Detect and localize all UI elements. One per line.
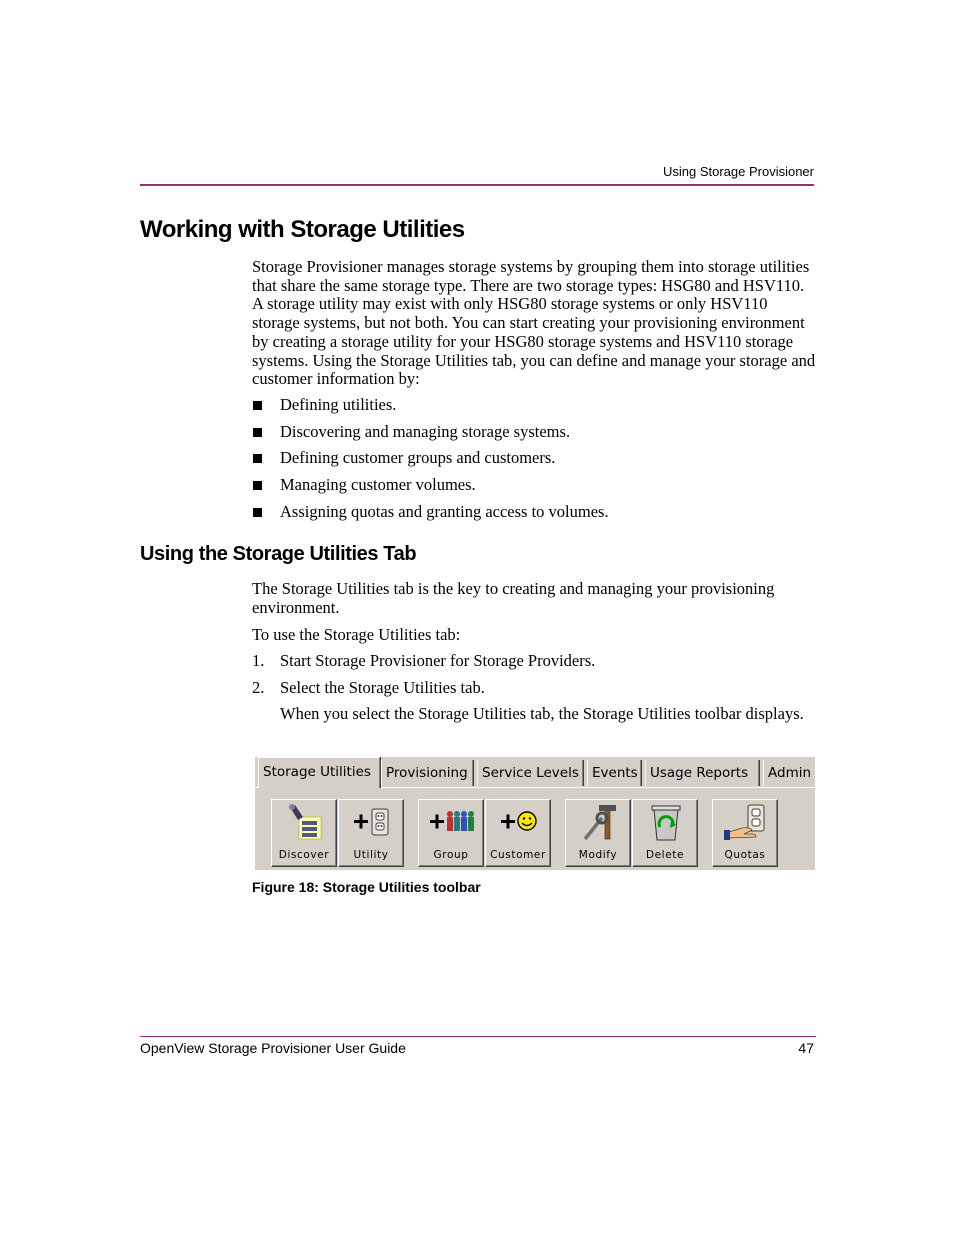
flashlight-storage-icon [281, 803, 329, 843]
quotas-label: Quotas [724, 849, 766, 861]
tab-service-levels[interactable]: Service Levels [477, 760, 583, 786]
list-item [252, 476, 816, 503]
list-item [252, 396, 816, 423]
modify-button[interactable] [565, 799, 631, 867]
step-number: 2. [252, 677, 265, 697]
list-item [252, 503, 816, 530]
customer-button[interactable] [485, 799, 551, 867]
add-group-icon [428, 803, 476, 843]
bullet-square-icon [253, 454, 262, 463]
list-item-text: Managing customer volumes. [280, 475, 476, 495]
step-text: Select the Storage Utilities tab. [280, 677, 485, 697]
section-title: Working with Storage Utilities [140, 216, 465, 243]
footer-rule [140, 1036, 816, 1037]
list-item-text: Defining utilities. [280, 395, 397, 414]
bullet-square-icon [253, 401, 262, 410]
steps-list [252, 652, 816, 705]
tab-row [255, 757, 815, 788]
footer-title: OpenView Storage Provisioner User Guide [140, 1040, 406, 1056]
group-label: Group [433, 849, 469, 861]
modify-tools-icon [575, 803, 623, 843]
bullet-list [252, 396, 816, 529]
utility-button[interactable] [338, 799, 404, 867]
delete-button[interactable] [632, 799, 698, 867]
bullet-square-icon [253, 481, 262, 490]
group-button[interactable] [418, 799, 484, 867]
toolbar-panel [255, 787, 815, 870]
step-item [252, 679, 816, 706]
quotas-button[interactable] [712, 799, 778, 867]
step-number: 1. [252, 651, 265, 670]
list-item [252, 423, 816, 450]
steps-intro: To use the Storage Utilities tab: [252, 625, 461, 644]
quotas-hand-icon [722, 803, 770, 843]
tab-provisioning[interactable]: Provisioning [381, 760, 473, 786]
intro-paragraph: Storage Provisioner manages storage systems by grouping them into storage utilities that share the same storage type. There are two storage types: HSG80 and HSV110. A storage utility may exist with only HSG80 storage systems or only HSV110 storage systems, but not both. You can start creating your provisioning environment by creating a storage utility for your HSG80 storage systems and HSV110 storage systems. Using the Storage Utilities tab, you can define and manage your storage and customer information by: [252, 257, 816, 389]
step-item [252, 652, 816, 679]
bullet-square-icon [253, 428, 262, 437]
step-text: Start Storage Provisioner for Storage Providers. [280, 651, 596, 670]
list-item [252, 449, 816, 476]
add-utility-icon [348, 803, 396, 843]
sub-paragraph: The Storage Utilities tab is the key to creating and managing your provisioning environment. [252, 579, 775, 617]
add-customer-icon [495, 803, 543, 843]
tab-events[interactable]: Events [587, 760, 641, 786]
step-result: When you select the Storage Utilities tab, the Storage Utilities toolbar displays. [280, 704, 804, 723]
list-item-text: Defining customer groups and customers. [280, 448, 556, 468]
bullet-square-icon [253, 508, 262, 517]
running-head: Using Storage Provisioner [662, 164, 814, 179]
delete-label: Delete [645, 849, 685, 861]
storage-utilities-toolbar-figure [255, 757, 815, 870]
list-item-text: Discovering and managing storage systems. [280, 421, 571, 441]
customer-label: Customer [490, 849, 546, 861]
list-item-text: Assigning quotas and granting access to volumes. [280, 501, 609, 521]
tab-storage-utilities[interactable]: Storage Utilities [258, 757, 380, 788]
tab-admin[interactable]: Admin [763, 760, 815, 786]
discover-label: Discover [278, 849, 330, 861]
tab-usage-reports[interactable]: Usage Reports [645, 760, 759, 786]
modify-label: Modify [578, 849, 618, 861]
recycle-bin-icon [642, 803, 690, 843]
header-rule [140, 184, 814, 186]
utility-label: Utility [353, 849, 389, 861]
discover-button[interactable] [271, 799, 337, 867]
figure-caption: Figure 18: Storage Utilities toolbar [252, 879, 481, 895]
page-number: 47 [798, 1040, 814, 1056]
subsection-title: Using the Storage Utilities Tab [140, 543, 417, 565]
